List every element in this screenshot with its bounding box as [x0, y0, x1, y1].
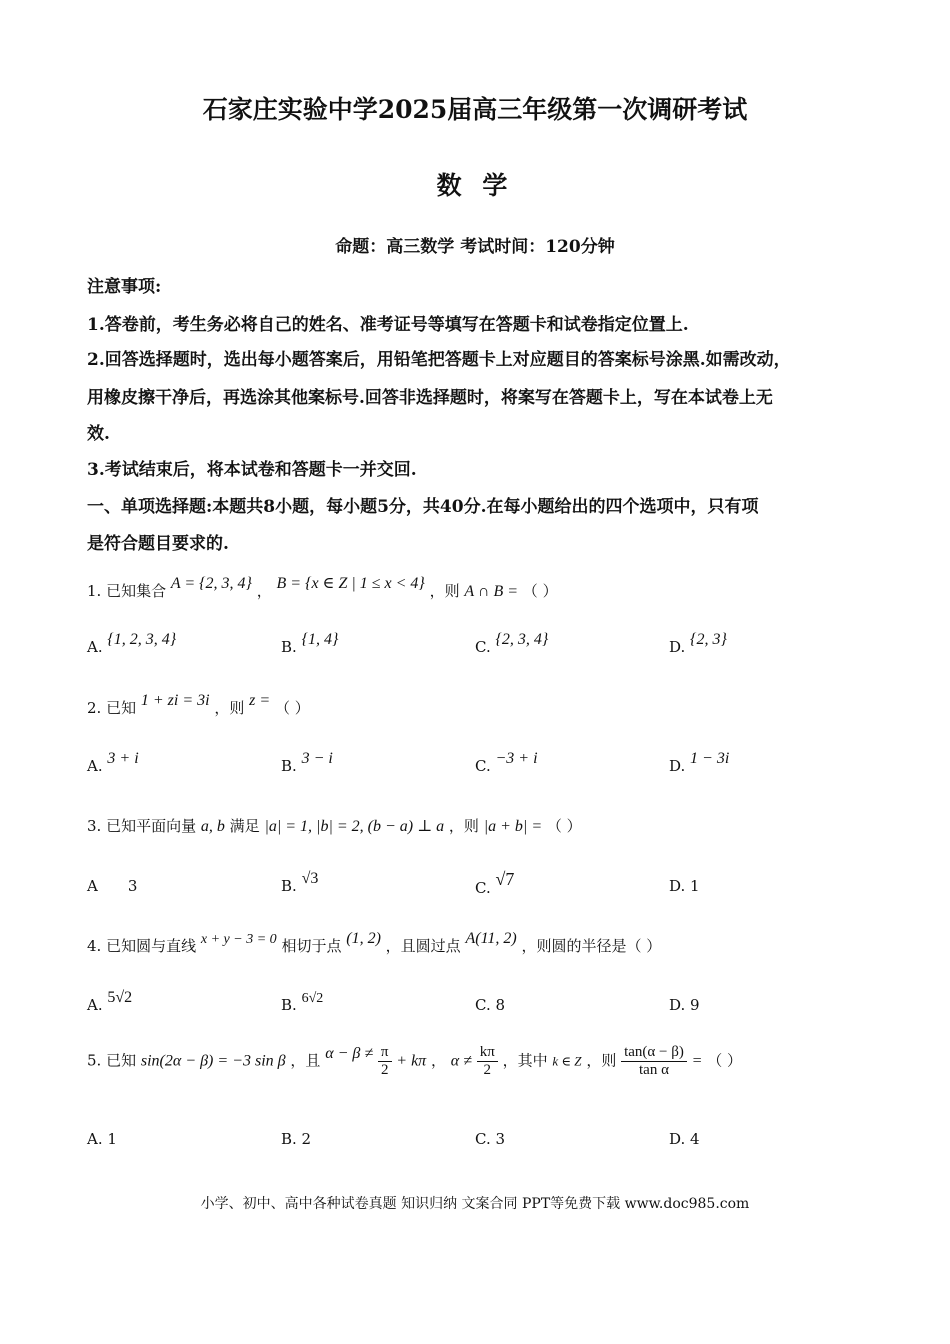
question-5-condition-2: α ≠	[450, 1052, 472, 1070]
option-value: 6√2	[301, 991, 324, 1006]
question-4-sep-1: 相切于点	[281, 937, 342, 955]
question-1-sep-2: ，则	[429, 582, 460, 600]
question-2-expression: z =	[249, 692, 271, 709]
option-value: 5√2	[107, 989, 133, 1006]
question-5-condition-1a: α − β ≠	[325, 1044, 374, 1062]
question-3-sep-1: 满足	[229, 817, 260, 835]
question-2-option-d[interactable]	[669, 750, 730, 776]
option-label: B.	[281, 638, 297, 656]
question-3-conditions: |a| = 1, |b| = 2, (b − a) ⊥ a	[264, 818, 445, 835]
notice-item-3: 3.考试结束后，将本试卷和答题卡一并交回.	[87, 460, 417, 480]
fraction-denominator: 2	[380, 1062, 389, 1078]
option-label: A	[87, 877, 98, 895]
option-label: D. 9	[669, 996, 700, 1014]
question-1-expression: A ∩ B =	[464, 583, 519, 600]
question-5-equation: sin(2α − β) = −3 sin β	[140, 1052, 286, 1070]
option-value: 3 − i	[301, 750, 333, 767]
option-label: C.	[475, 879, 491, 897]
question-1-option-a[interactable]	[87, 631, 177, 657]
question-4	[87, 930, 662, 956]
question-1-option-b[interactable]	[281, 631, 339, 657]
question-2-prefix: 2. 已知	[87, 699, 137, 717]
question-2-paren: （ ）	[274, 699, 310, 717]
option-label: D.	[669, 638, 686, 656]
option-value: √3	[301, 870, 319, 887]
notice-item-2-line-3: 效.	[87, 424, 110, 444]
question-4-point-a: A(11, 2)	[465, 930, 517, 947]
subject-title: 数 学	[436, 171, 514, 200]
question-3-option-c[interactable]	[475, 869, 515, 898]
option-label: C.	[475, 638, 491, 656]
section-1-line-2: 是符合题目要求的.	[87, 534, 229, 554]
notice-item-2-line-2: 用橡皮擦干净后，再选涂其他案标号.回答非选择题时，将案写在答题卡上，写在本试卷上无	[87, 388, 773, 408]
option-value: {2, 3, 4}	[495, 631, 549, 648]
question-3-option-a[interactable]	[87, 877, 137, 895]
option-label: D. 1	[669, 877, 700, 895]
option-label: C.	[475, 757, 491, 775]
option-value: {1, 4}	[301, 631, 339, 648]
fraction-denominator: tan α	[639, 1062, 669, 1078]
question-4-option-d[interactable]	[669, 996, 700, 1014]
question-5-sep-2: ，	[430, 1051, 446, 1070]
question-1-set-b: B = {x ∈ Z | 1 ≤ x < 4}	[276, 575, 425, 592]
question-4-option-c[interactable]	[475, 996, 505, 1014]
question-5-fraction-pi-over-2	[378, 1044, 392, 1079]
question-1-option-d[interactable]	[669, 631, 727, 657]
option-label: B. 2	[281, 1130, 312, 1148]
notice-item-2-line-1: 2.回答选择题时，选出每小题答案后，用铅笔把答题卡上对应题目的答案标号涂黑.如需改动，	[87, 350, 791, 370]
question-5-fraction-kpi-over-2	[477, 1044, 498, 1079]
option-label: A.	[87, 638, 103, 656]
question-2-sep-1: ，则	[214, 699, 245, 717]
question-1-set-a: A = {2, 3, 4}	[170, 575, 252, 592]
question-3-expression: |a + b| =	[483, 818, 543, 835]
question-5-prefix: 5. 已知	[87, 1051, 137, 1070]
option-value: −3 + i	[495, 750, 538, 767]
question-5-option-a[interactable]	[87, 1130, 117, 1148]
fraction-denominator: 2	[483, 1062, 492, 1078]
option-label: B.	[281, 996, 297, 1014]
question-3-prefix: 3. 已知平面向量	[87, 817, 197, 835]
option-label: B.	[281, 877, 297, 895]
question-1-option-c[interactable]	[475, 631, 549, 657]
exam-title: 石家庄实验中学2025届高三年级第一次调研考试	[202, 95, 748, 124]
page-footer: 小学、初中、高中各种试卷真题 知识归纳 文案合同 PPT等免费下载 www.doc985.com	[200, 1196, 750, 1212]
question-3-vectors: a, b	[200, 818, 225, 835]
question-4-option-b[interactable]	[281, 991, 324, 1015]
option-value: 3 + i	[107, 750, 139, 767]
question-5-sep-4: ，则	[586, 1051, 617, 1070]
question-3	[87, 815, 582, 836]
question-2-option-c[interactable]	[475, 750, 538, 776]
option-value: √7	[495, 869, 515, 889]
question-3-paren: （ ）	[546, 817, 582, 835]
question-4-option-a[interactable]	[87, 989, 133, 1015]
question-2	[87, 692, 310, 718]
question-2-option-a[interactable]	[87, 750, 139, 776]
question-1	[87, 575, 558, 601]
option-label: C. 8	[475, 996, 506, 1014]
question-3-option-b[interactable]	[281, 870, 319, 896]
option-value: {2, 3}	[690, 631, 727, 648]
question-3-sep-2: ，则	[448, 817, 479, 835]
option-value: 3	[127, 877, 138, 895]
question-1-prefix: 1. 已知集合	[87, 582, 167, 600]
question-5-k-domain: k ∈ Z	[552, 1053, 582, 1069]
fraction-numerator: tan(α − β)	[621, 1044, 687, 1062]
option-value: {1, 2, 3, 4}	[107, 631, 177, 648]
option-label: B.	[281, 757, 297, 775]
notice-item-1: 1.答卷前，考生务必将自己的姓名、准考证号等填写在答题卡和试卷指定位置上.	[87, 315, 689, 335]
question-4-suffix: ，则圆的半径是（ ）	[521, 937, 662, 955]
fraction-numerator: π	[378, 1044, 392, 1062]
question-1-sep-1: ，	[256, 582, 272, 600]
question-5-option-c[interactable]	[475, 1130, 505, 1148]
question-3-option-d[interactable]	[669, 877, 700, 895]
option-label: C. 3	[475, 1130, 506, 1148]
question-5-option-d[interactable]	[669, 1130, 700, 1148]
exam-meta: 命题：高三数学 考试时间：120分钟	[335, 237, 615, 257]
question-2-option-b[interactable]	[281, 750, 333, 776]
question-4-prefix: 4. 已知圆与直线	[87, 937, 197, 955]
question-1-paren: （ ）	[522, 582, 558, 600]
question-5-fraction-tan	[621, 1044, 687, 1079]
question-4-sep-2: ，且圆过点	[385, 937, 461, 955]
question-5-equals: =	[691, 1052, 703, 1070]
question-5-sep-1: ，且	[290, 1051, 321, 1070]
option-value: 1 − 3i	[690, 750, 730, 767]
option-label: A.	[87, 996, 103, 1014]
option-label: A.	[87, 757, 103, 775]
question-5-option-b[interactable]	[281, 1130, 311, 1148]
question-4-point: (1, 2)	[346, 930, 381, 947]
section-1-line-1: 一、单项选择题:本题共8小题，每小题5分，共40分.在每小题给出的四个选项中，只有项	[87, 497, 759, 517]
option-label: D. 4	[669, 1130, 700, 1148]
question-5-paren: （ ）	[707, 1051, 743, 1070]
option-label: D.	[669, 757, 686, 775]
notice-heading: 注意事项:	[87, 277, 162, 297]
question-4-line: x + y − 3 = 0	[200, 932, 277, 947]
option-label: A. 1	[87, 1130, 117, 1148]
fraction-numerator: kπ	[477, 1044, 498, 1062]
question-5-sep-3: ，其中	[502, 1051, 548, 1070]
question-5	[87, 1044, 742, 1079]
question-2-equation: 1 + zi = 3i	[140, 692, 210, 709]
question-5-condition-1b: + kπ	[396, 1052, 427, 1070]
